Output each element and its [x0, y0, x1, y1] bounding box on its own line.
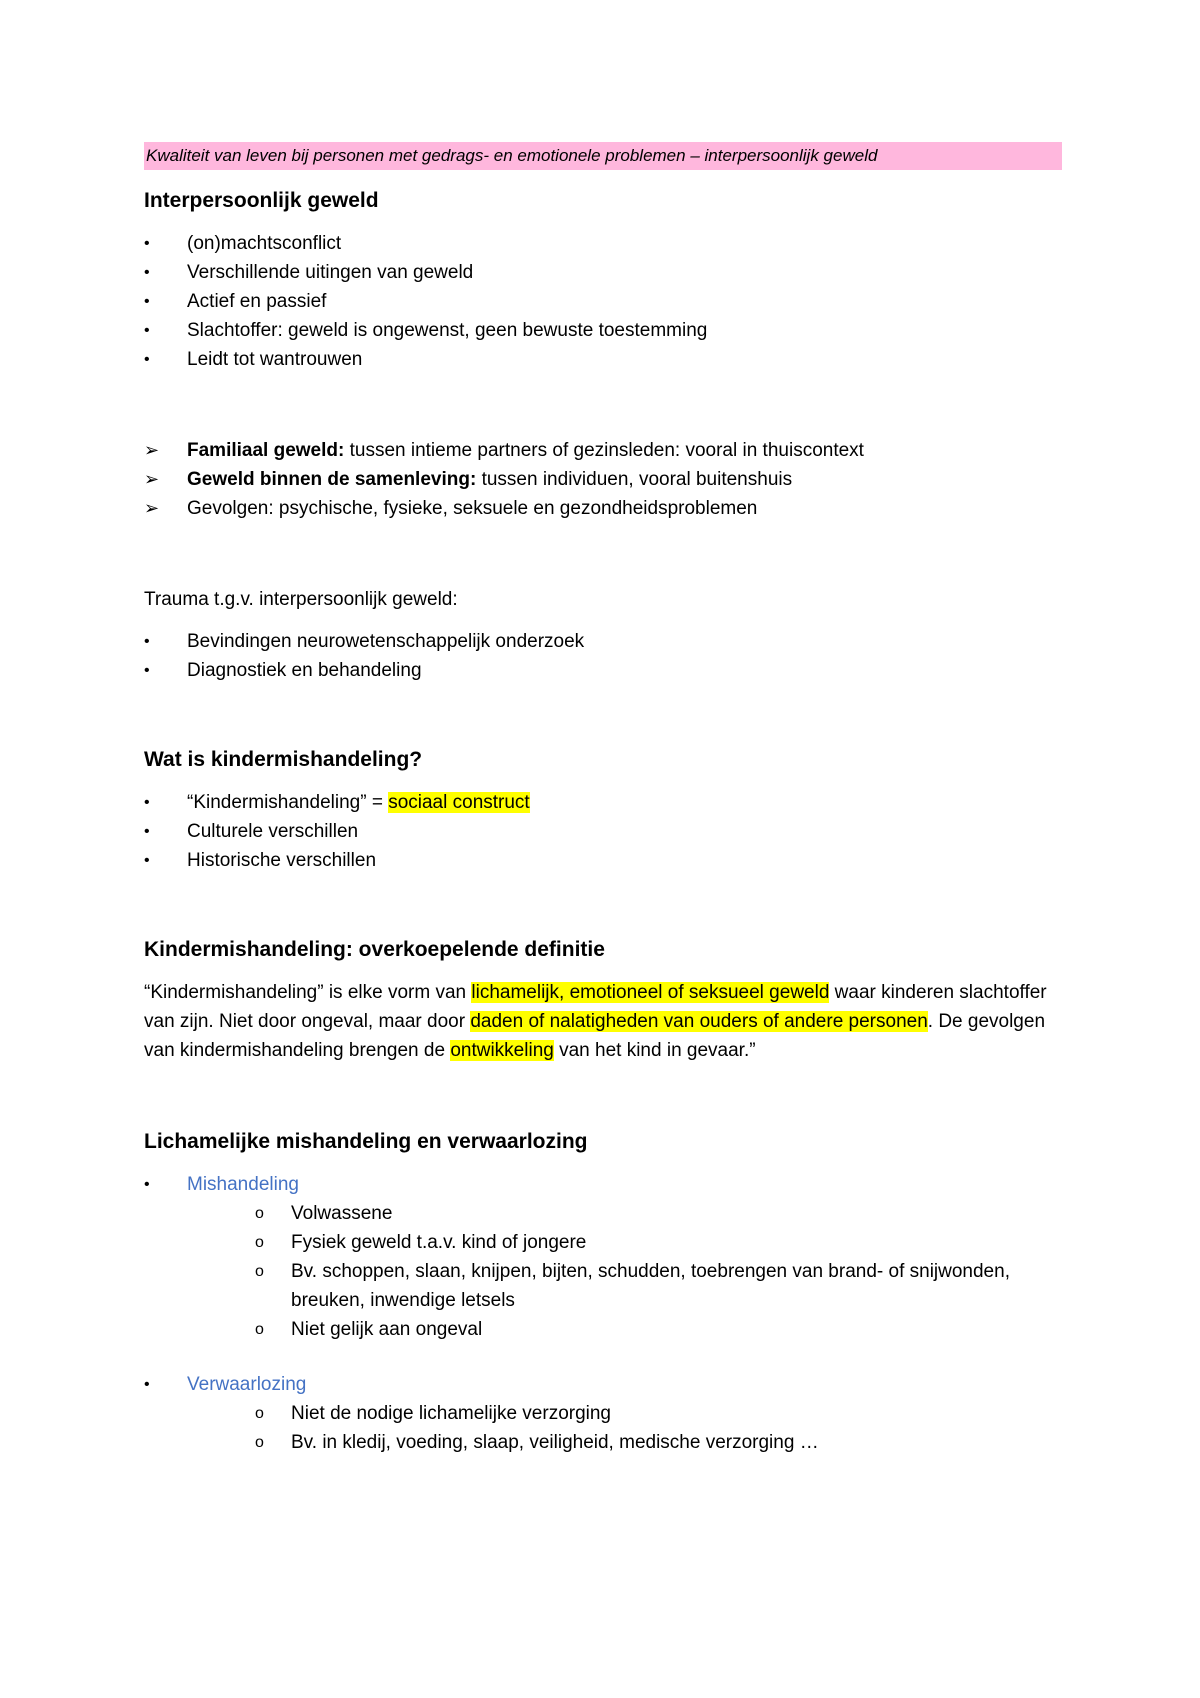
bullet-icon: •	[144, 322, 150, 339]
heading-lichamelijke-mishandeling: Lichamelijke mishandeling en verwaarlozing	[144, 1130, 588, 1153]
arrow-bullet-icon: ➢	[144, 498, 160, 518]
heading-wat-is-kindermishandeling: Wat is kindermishandeling?	[144, 748, 423, 771]
sub-list-verwaarlozing	[255, 1399, 1062, 1457]
group-label-verwaarlozing: Verwaarlozing	[187, 1374, 307, 1395]
bullet-icon: •	[144, 823, 150, 840]
list-item: • Culturele verschillen	[144, 817, 1062, 846]
heading-overkoepelende-definitie: Kindermishandeling: overkoepelende definitie	[144, 938, 605, 961]
bullet-icon: •	[144, 633, 150, 650]
circle-bullet-icon: o	[255, 1263, 264, 1280]
circle-bullet-icon: o	[255, 1234, 264, 1251]
bullet-icon: •	[144, 1376, 150, 1393]
list-item	[144, 1170, 1062, 1199]
bullet-icon: •	[144, 235, 150, 252]
list-item: • Slachtoffer: geweld is ongewenst, geen bewuste toestemming	[144, 316, 1062, 345]
circle-bullet-icon: o	[255, 1205, 264, 1222]
list-item: • Leidt tot wantrouwen	[144, 345, 1062, 374]
list-item: • “Kindermishandeling” = sociaal construct	[144, 788, 1062, 817]
circle-bullet-icon: o	[255, 1405, 264, 1422]
bullet-icon: •	[144, 794, 150, 811]
trauma-label: Trauma t.g.v. interpersoonlijk geweld:	[144, 589, 458, 610]
highlighted-text: lichamelijk, emotioneel of seksueel geweld	[471, 982, 830, 1003]
bullet-list-trauma	[144, 627, 1062, 685]
bullet-icon: •	[144, 1176, 150, 1193]
sub-list-mishandeling	[255, 1199, 1062, 1344]
sub-list-item: o Volwassene	[291, 1199, 1062, 1228]
bullet-icon: •	[144, 351, 150, 368]
bullet-icon: •	[144, 293, 150, 310]
list-item: • Historische verschillen	[144, 846, 1062, 875]
bullet-icon: •	[144, 852, 150, 869]
bullet-icon: •	[144, 264, 150, 281]
bullet-list-verwaarlozing	[144, 1370, 1062, 1399]
list-item: ➢ Geweld binnen de samenleving: tussen individuen, vooral buitenshuis	[144, 465, 1062, 494]
sub-list-item: o Niet de nodige lichamelijke verzorging	[291, 1399, 1062, 1428]
document-header: Kwaliteit van leven bij personen met gedrags- en emotionele problemen – interpersoonlijk geweld	[144, 142, 1062, 170]
highlighted-text: daden of nalatigheden van ouders of andere personen	[470, 1011, 928, 1032]
sub-list-item: o Niet gelijk aan ongeval	[291, 1315, 1062, 1344]
list-item: • Actief en passief	[144, 287, 1062, 316]
list-item	[144, 1370, 1062, 1399]
list-item: • Diagnostiek en behandeling	[144, 656, 1062, 685]
arrow-bullet-icon: ➢	[144, 440, 160, 460]
bullet-list-interpersoonlijk	[144, 229, 1062, 374]
highlighted-text: ontwikkeling	[450, 1040, 554, 1061]
heading-interpersoonlijk-geweld: Interpersoonlijk geweld	[144, 189, 379, 212]
bullet-list-mishandeling	[144, 1170, 1062, 1199]
group-label-mishandeling: Mishandeling	[187, 1174, 299, 1195]
definition-paragraph: “Kindermishandeling” is elke vorm van lichamelijk, emotioneel of seksueel geweld waar kinderen slachtoffer van zijn. Niet door ongeval, maar door daden of nalatigheden van ouders of andere personen. De gevolgen van kindermishandeling brengen de ontwikkeling van het kind in gevaar.”	[144, 982, 1047, 1061]
sub-list-item: o Bv. in kledij, voeding, slaap, veiligheid, medische verzorging …	[291, 1428, 1062, 1457]
bullet-icon: •	[144, 662, 150, 679]
document-content	[144, 142, 1062, 1457]
circle-bullet-icon: o	[255, 1434, 264, 1451]
highlighted-text: sociaal construct	[388, 792, 530, 813]
arrow-list-geweld-types	[144, 436, 1062, 523]
list-item: • Verschillende uitingen van geweld	[144, 258, 1062, 287]
arrow-bullet-icon: ➢	[144, 469, 160, 489]
list-item: ➢ Familiaal geweld: tussen intieme partners of gezinsleden: vooral in thuiscontext	[144, 436, 1062, 465]
list-item: ➢ Gevolgen: psychische, fysieke, seksuele en gezondheidsproblemen	[144, 494, 1062, 523]
list-item: • (on)machtsconflict	[144, 229, 1062, 258]
list-item: • Bevindingen neurowetenschappelijk onderzoek	[144, 627, 1062, 656]
sub-list-item: o Bv. schoppen, slaan, knijpen, bijten, schudden, toebrengen van brand- of snijwonden, breuken, inwendige letsels	[291, 1257, 1062, 1315]
circle-bullet-icon: o	[255, 1321, 264, 1338]
sub-list-item: o Fysiek geweld t.a.v. kind of jongere	[291, 1228, 1062, 1257]
bullet-list-kindermishandeling	[144, 788, 1062, 875]
